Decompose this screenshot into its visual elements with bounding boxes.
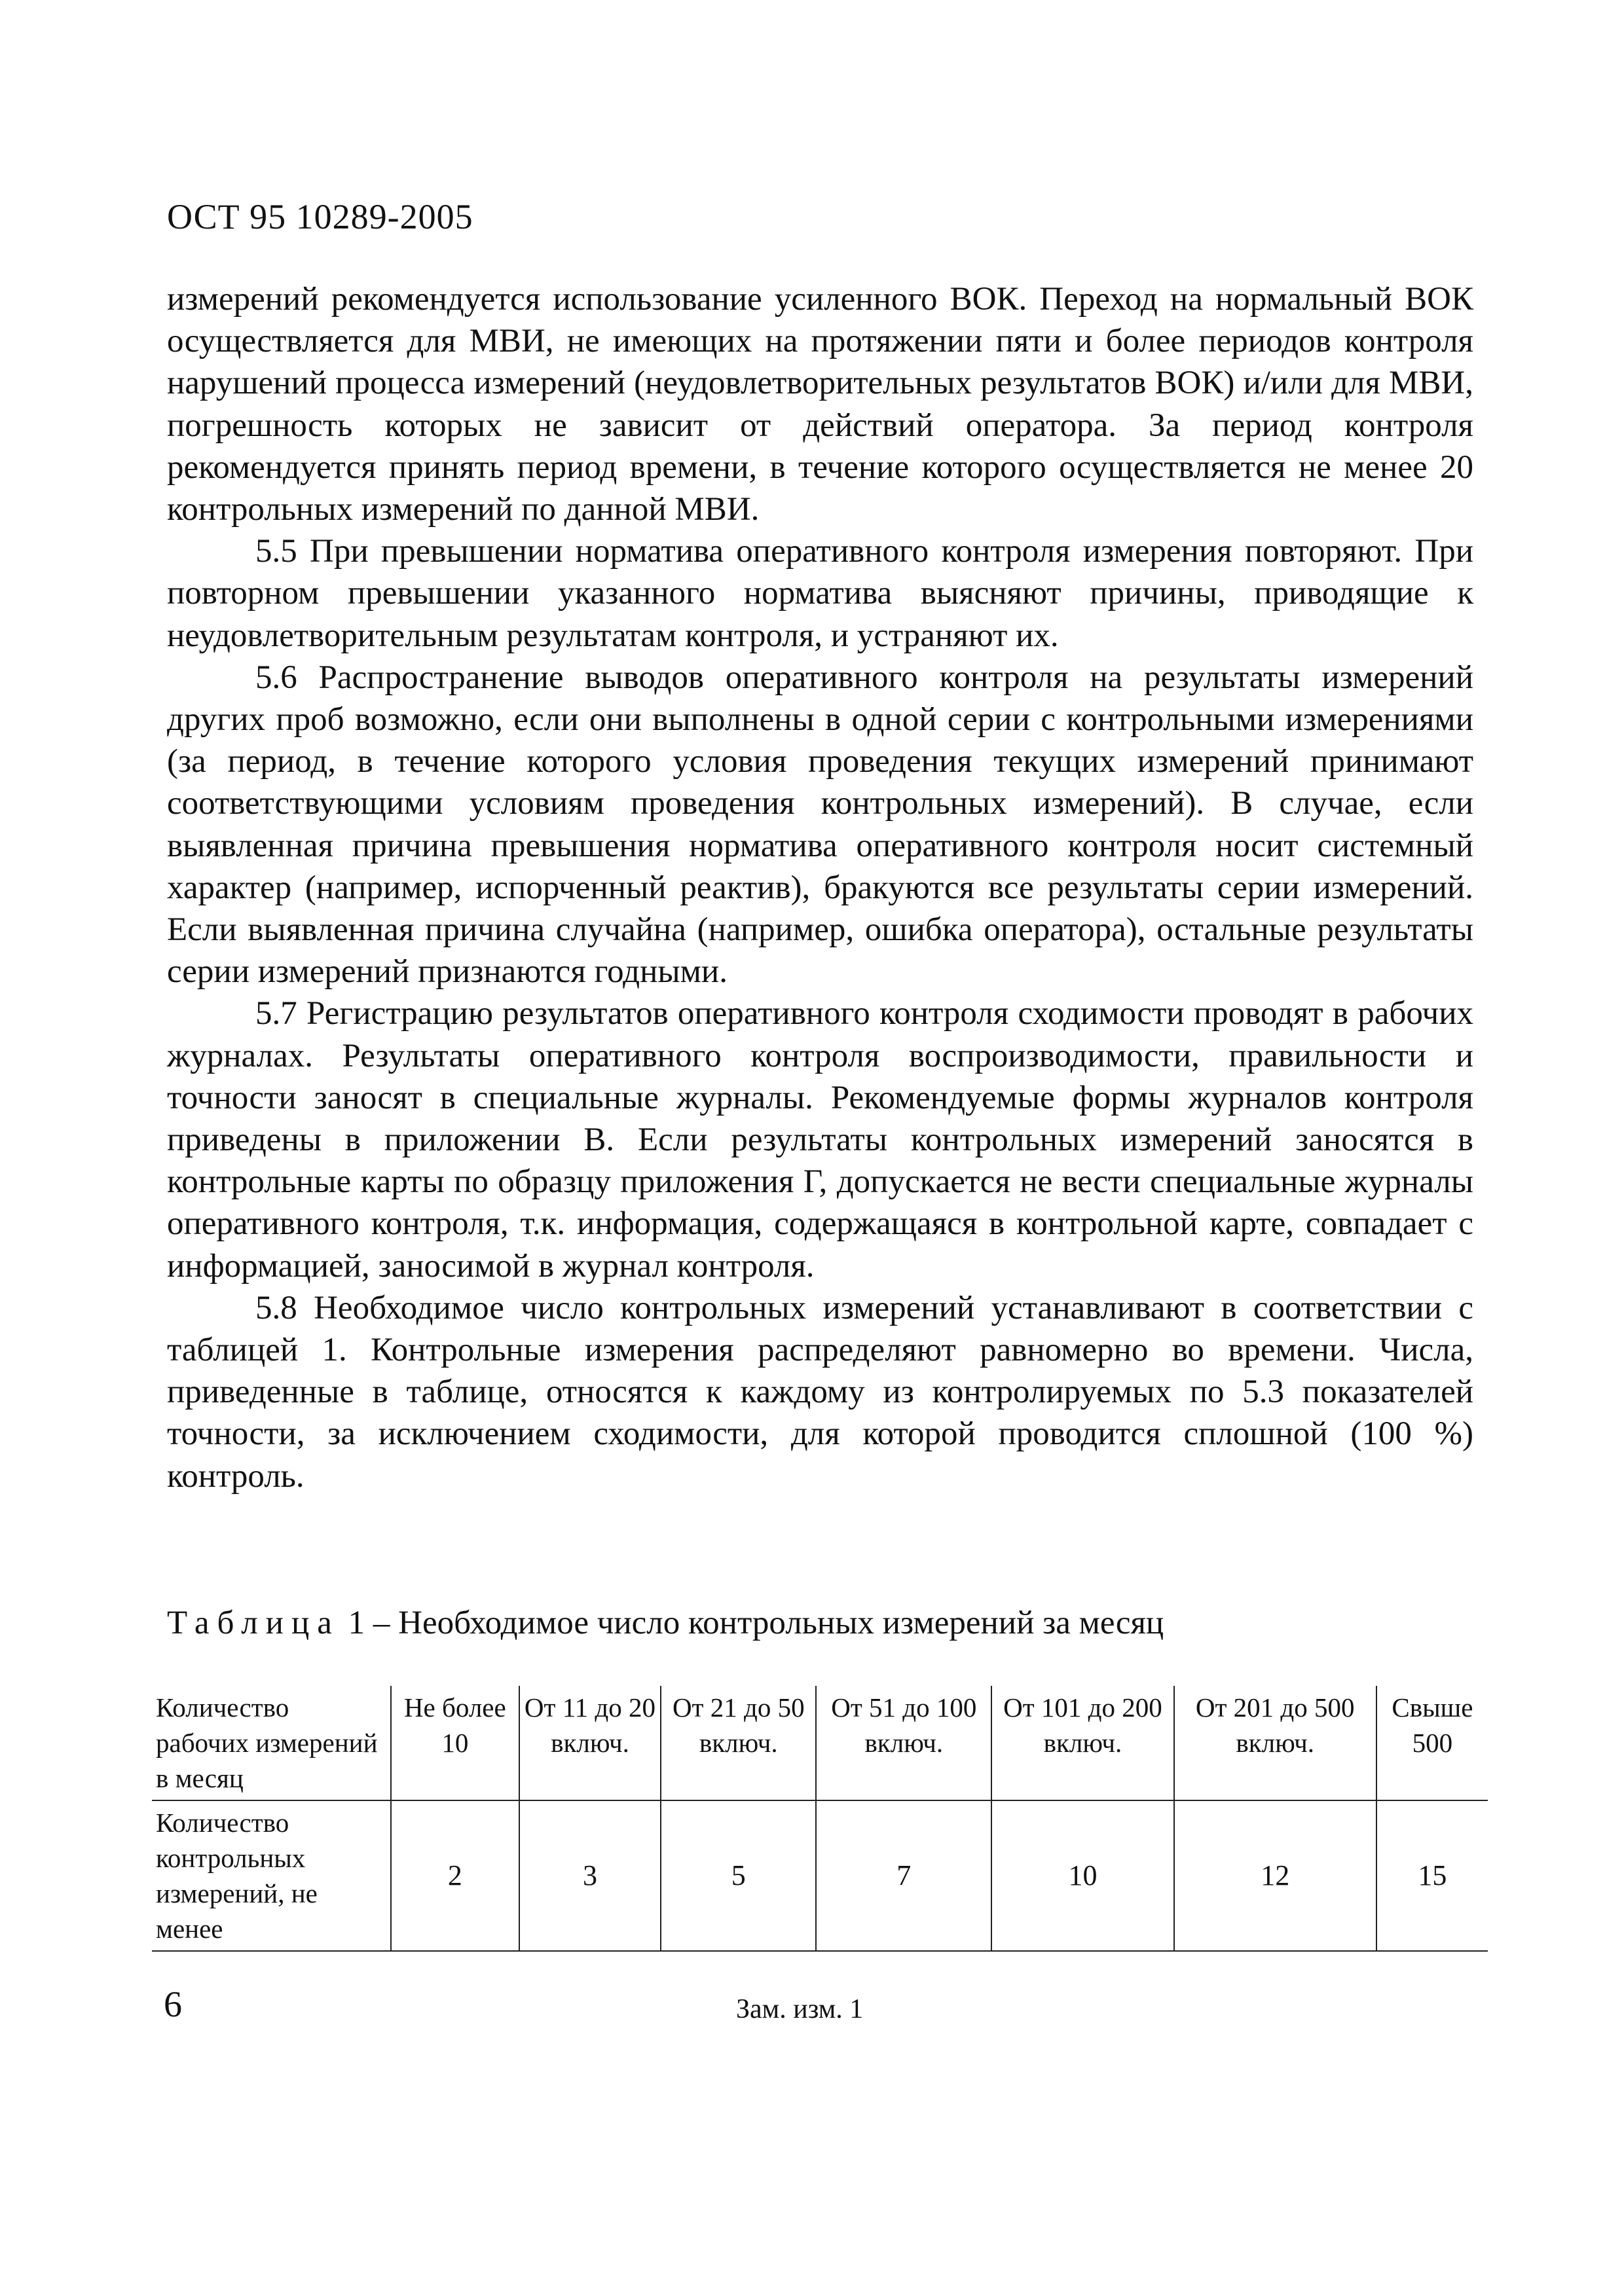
table-header-cell: Не более 10 [391,1686,519,1800]
paragraph-5-7: 5.7 Регистрацию результатов оперативного контроля сходимости проводят в рабочих журналах. Результаты оперативного контроля воспроизводимости, правильности и точности заносят в специальные журналы. Рекомендуемые формы журналов контроля приведены в приложении В. Если результаты контрольных измерений заносятся в контрольные карты по образцу приложения Г, допускается не вести специальные журналы оперативного контроля, т.к. информация, содержащаяся в контрольной карте, совпадает с информацией, заносимой в журнал контроля. [167,995,1473,1285]
control-measurements-table [152,1686,1488,1952]
table-caption-word: Таблица [167,1605,340,1641]
table-value-cell: 2 [391,1800,519,1951]
table-header-cell: От 11 до 20 включ. [519,1686,661,1800]
table-header-cell: От 51 до 100 включ. [816,1686,991,1800]
table-header-cell: От 101 до 200 включ. [991,1686,1173,1800]
paragraph-5-8: 5.8 Необходимое число контрольных измерений устанавливают в соответствии с таблицей 1. Контрольные измерения распределяют равномерно во времени. Числа, приведенные в таблице, относятся к каждому из контролируемых по 5.3 показателей точности, за исключением сходимости, для которой проводится сплошной (100 %) контроль. [167,1289,1473,1495]
table-value-cell: 7 [816,1800,991,1951]
amendment-note: Зам. изм. 1 [736,1994,864,2024]
body-text [167,278,1473,1497]
table-value-cell: 3 [519,1800,661,1951]
table-value-row [152,1800,1488,1951]
table-value-cell: 10 [991,1800,1173,1951]
table-value-cell: 5 [661,1800,816,1951]
table-value-cell: 15 [1376,1800,1488,1951]
table-header-cell: От 201 до 500 включ. [1174,1686,1376,1800]
table-caption [167,1604,1164,1642]
table-header-row [152,1686,1488,1800]
paragraph-5-6: 5.6 Распространение выводов оперативного контроля на результаты измерений других проб возможно, если они выполнены в одной серии с контрольными измерениями (за период, в течение которого условия проведения текущих измерений принимают соответствующими условиям проведения контрольных измерений). В случае, если выявленная причина превышения норматива оперативного контроля носит системный характер (например, испорченный реактив), бракуются все результаты серии измерений. Если выявленная причина случайна (например, ошибка оператора), остальные результаты серии измерений признаются годными. [167,659,1473,991]
table-row-label: Количество контрольных измерений, не менее [152,1800,391,1951]
table-header-cell: Свыше 500 [1376,1686,1488,1800]
paragraph-5-5: 5.5 При превышении норматива оперативного контроля измерения повторяют. При повторном превышении указанного норматива выясняют причины, приводящие к неудовлетворительным результатам контроля, и устраняют их. [167,533,1473,654]
paragraph-continuation: измерений рекомендуется использование усиленного ВОК. Переход на нормальный ВОК осуществляется для МВИ, не имеющих на протяжении пяти и более периодов контроля нарушений процесса измерений (неудовлетворительных результатов ВОК) и/или для МВИ, погрешность которых не зависит от действий оператора. За период контроля рекомендуется принять период времени, в течение которого осуществляется не менее 20 контрольных измерений по данной МВИ. [167,281,1473,528]
table-value-cell: 12 [1174,1800,1376,1951]
document-code-header: ОСТ 95 10289-2005 [167,197,473,236]
table-header-label: Количество рабочих измерений в месяц [152,1686,391,1800]
table-caption-text: 1 – Необходимое число контрольных измерений за месяц [348,1605,1164,1641]
table-header-cell: От 21 до 50 включ. [661,1686,816,1800]
page-number: 6 [164,1984,182,2025]
